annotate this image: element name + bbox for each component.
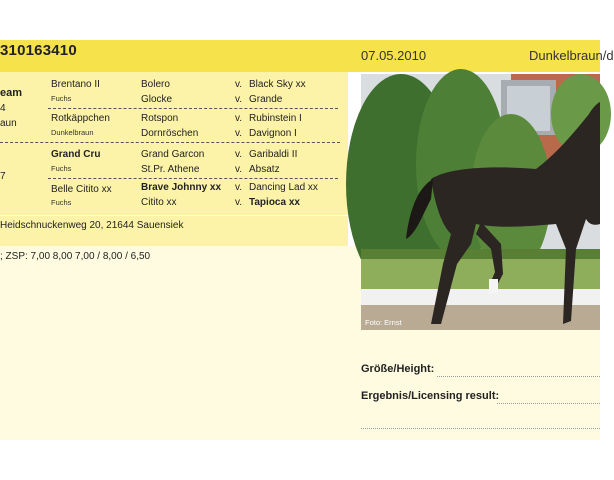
horse-info-line: 4 [0,103,6,114]
header-band [0,40,600,72]
pedigree-name: Bolero [141,79,170,90]
licensing-result-label: Ergebnis/Licensing result: [361,390,500,402]
horse-name: eam [0,87,23,99]
pedigree-color: Fuchs [51,94,72,103]
coat-color: Dunkelbraun/d [529,48,614,63]
pedigree-name: Dancing Lad xx [249,182,318,193]
divider [48,178,338,179]
pedigree-name: Dornröschen [141,128,199,139]
v-label: v. [235,197,243,208]
results-panel [355,330,600,440]
licensing-result-line[interactable] [497,403,600,404]
pedigree-name: Glocke [141,94,173,105]
v-label: v. [235,113,243,124]
pedigree-name: Garibaldi II [249,149,298,160]
pedigree-name: Brentano II [51,79,100,90]
pedigree-name: Rotkäppchen [51,113,110,124]
v-label: v. [235,128,243,139]
pedigree-name: Grande [249,94,283,105]
pedigree-name: Rubinstein I [249,113,302,124]
pedigree-color: Dunkelbraun [51,128,94,137]
breeder-address: Heidschnuckenweg 20, 21644 Sauensiek [0,220,184,231]
photo-credit: Foto: Ernst [365,318,402,327]
divider [48,108,338,109]
pedigree-name: Citito xx [141,197,177,208]
height-label: Größe/Height: [361,363,435,375]
v-label: v. [235,79,243,90]
horse-info-line: aun [0,118,17,129]
v-label: v. [235,149,243,160]
pedigree-name: Absatz [249,164,280,175]
pedigree-name: Black Sky xx [249,79,306,90]
pedigree-name: Tapioca xx [249,197,300,208]
pedigree-color: Fuchs [51,198,72,207]
pedigree-name: Grand Garcon [141,149,205,160]
pedigree-name: St.Pr. Athene [141,164,200,175]
pedigree-color: Fuchs [51,164,72,173]
inspection-scores: ; ZSP: 7,00 8,00 7,00 / 8,00 / 6,50 [0,251,151,262]
v-label: v. [235,94,243,105]
pedigree-name: Brave Johnny xx [141,182,222,193]
horse-info-line: 7 [0,171,6,182]
pedigree-name: Grand Cru [51,149,101,160]
inspection-date: 07.05.2010 [361,48,427,63]
v-label: v. [235,182,243,193]
v-label: v. [235,164,243,175]
pedigree-name: Belle Citito xx [51,184,112,195]
pedigree-name: Davignon I [249,128,297,139]
height-field-line[interactable] [437,376,600,377]
horse-photo [361,74,600,330]
pedigree-name: Rotspon [141,113,179,124]
registration-number: 310163410 [0,42,77,59]
licensing-result-line-2[interactable] [361,428,600,429]
divider [0,142,340,143]
